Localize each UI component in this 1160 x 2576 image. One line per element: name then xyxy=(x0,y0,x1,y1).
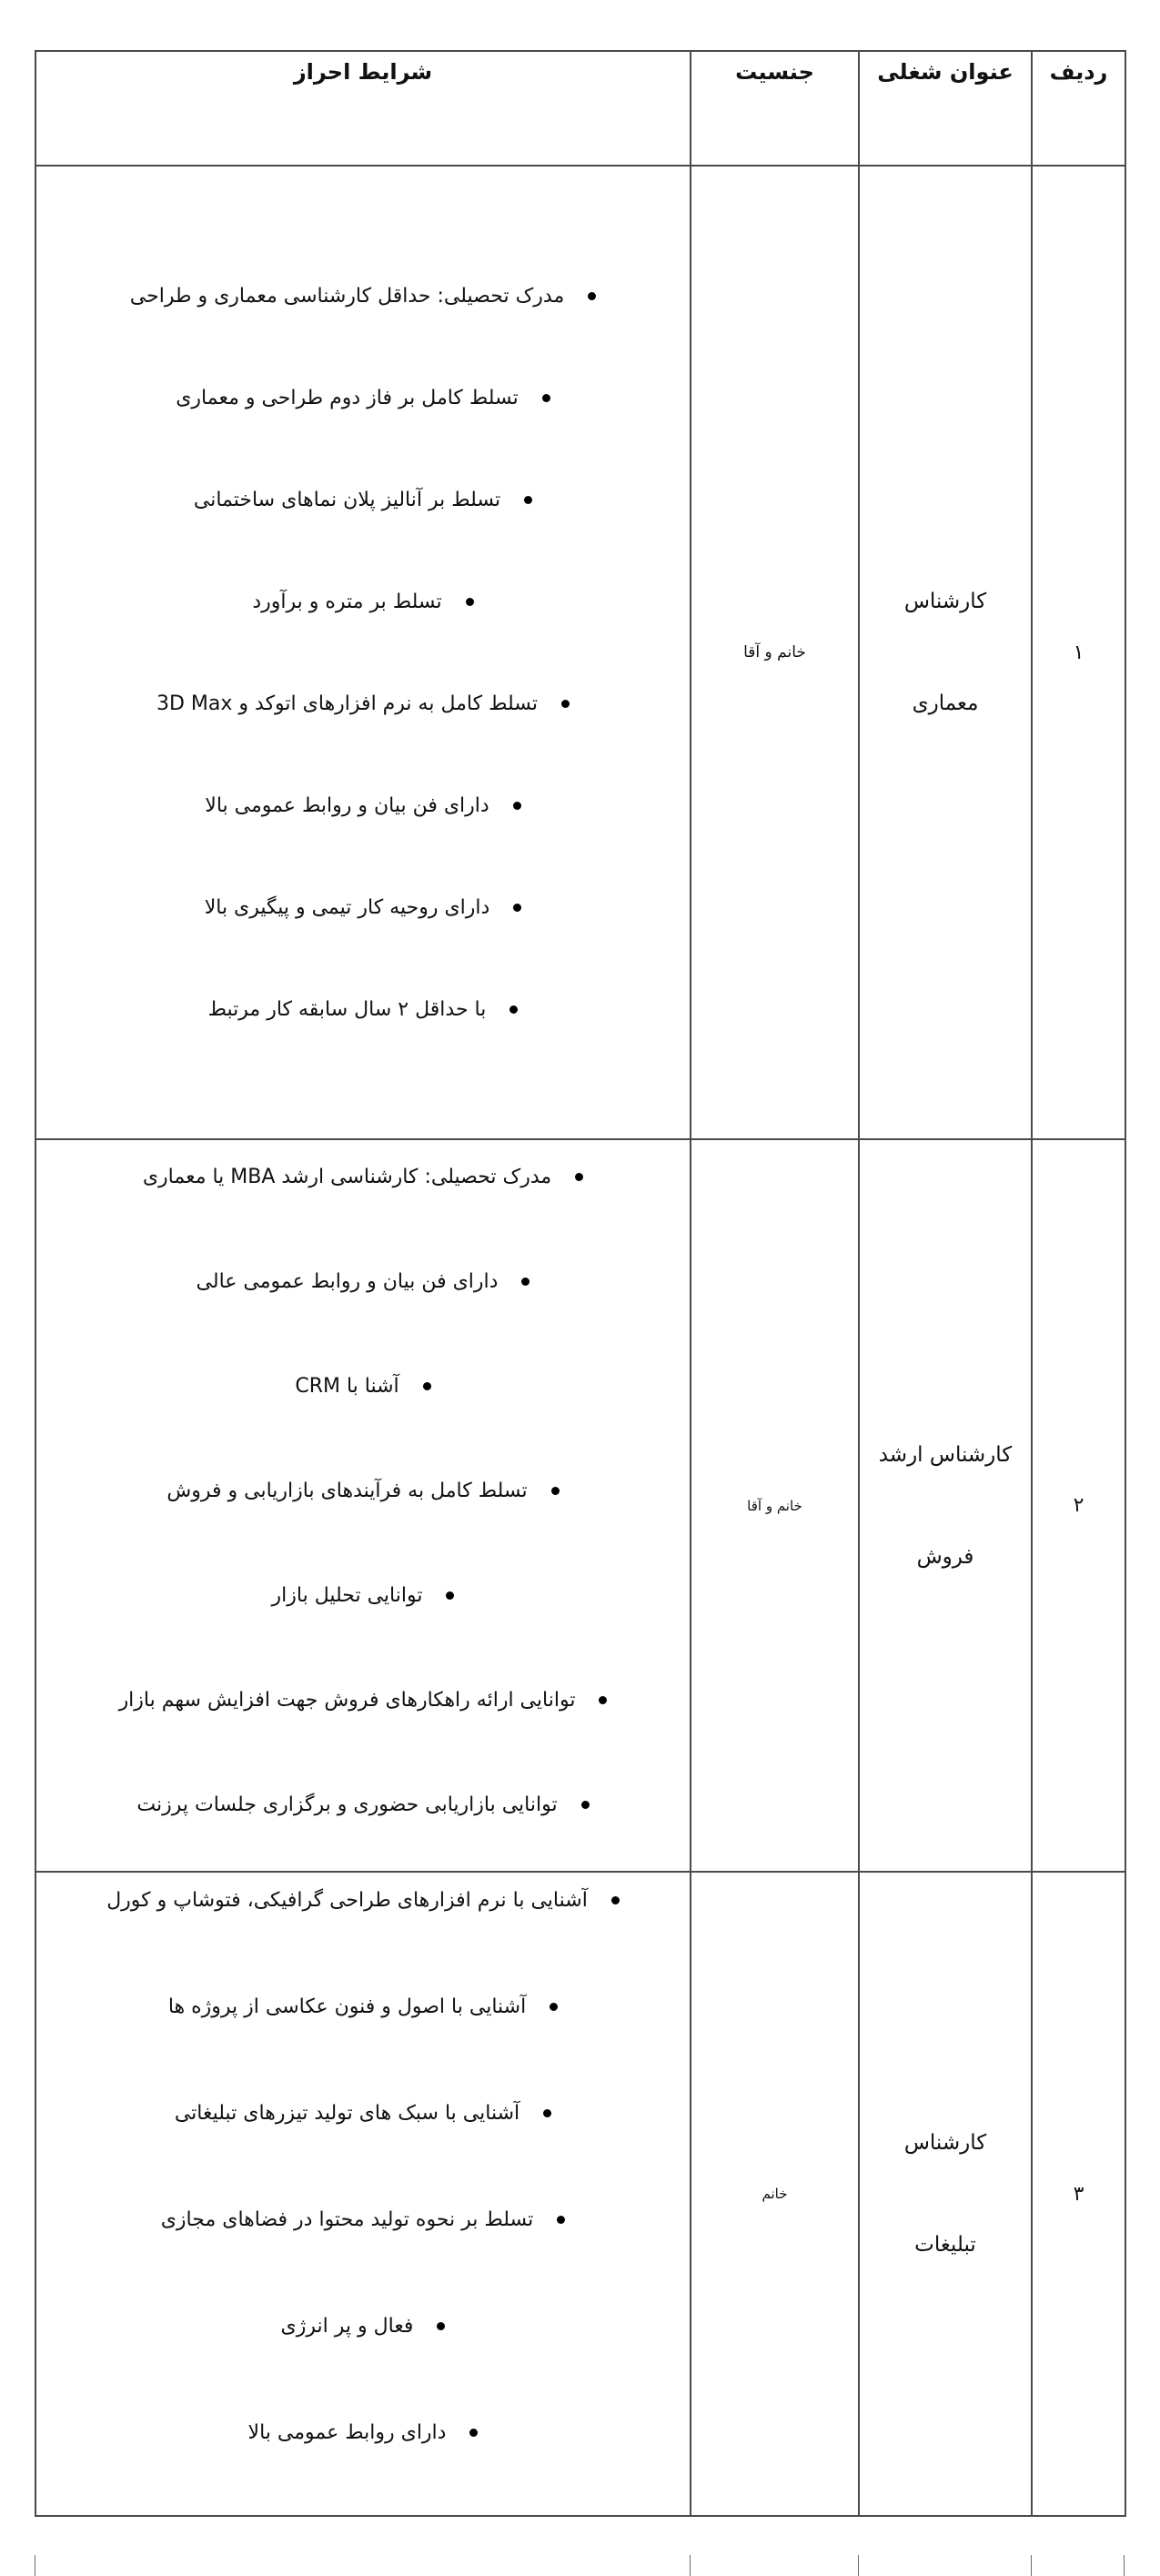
bullet-icon xyxy=(561,700,570,708)
border-tick xyxy=(1124,2555,1125,2576)
next-table-edge xyxy=(0,2555,1160,2576)
requirement-text: توانایی ارائه راهکارهای فروش جهت افزایش سهم بازار xyxy=(118,1689,576,1712)
bullet-icon xyxy=(599,1696,607,1704)
bullet-icon xyxy=(513,802,521,810)
requirement-text: آشنایی با اصول و فنون عکاسی از پروژه ها xyxy=(167,1995,527,2018)
list-item xyxy=(36,347,690,449)
bullet-icon xyxy=(557,2216,565,2224)
header-requirements: شرایط احراز xyxy=(35,51,691,166)
list-item xyxy=(36,2273,690,2379)
requirements-cell xyxy=(35,166,691,1139)
requirements-list xyxy=(36,1125,690,1857)
requirement-text: دارای روابط عمومی بالا xyxy=(247,2421,447,2444)
job-title-line: فروش xyxy=(916,1544,974,1569)
bullet-icon xyxy=(550,2003,558,2011)
header-gender: جنسیت xyxy=(691,51,859,166)
gender-value: خانم و آقا xyxy=(691,166,859,1139)
list-item xyxy=(36,245,690,347)
bullet-icon xyxy=(509,1005,518,1014)
table-row xyxy=(35,1139,1125,1872)
requirement-text: دارای روحیه کار تیمی و پیگیری بالا xyxy=(204,895,490,919)
border-tick xyxy=(690,2555,691,2576)
requirement-text: تسلط کامل به فرآیندهای بازاریابی و فروش xyxy=(166,1480,528,1502)
requirements-list xyxy=(36,245,690,1060)
job-requirements-table xyxy=(35,50,1126,2517)
job-title-line: معماری xyxy=(912,692,979,715)
bullet-icon xyxy=(469,2429,478,2437)
table-header-row xyxy=(35,51,1125,166)
requirement-text: آشنایی با سبک های تولید تیزرهای تبلیغاتی xyxy=(174,2102,520,2125)
list-item xyxy=(36,1954,690,2060)
job-title xyxy=(859,1139,1032,1872)
bullet-icon xyxy=(446,1591,454,1600)
job-title-line: کارشناس xyxy=(903,590,987,613)
bullet-icon xyxy=(611,1896,620,1904)
list-item xyxy=(36,958,690,1060)
job-title-line: کارشناس ارشد xyxy=(878,1442,1013,1467)
bullet-icon xyxy=(551,1487,560,1495)
requirement-text: دارای فن بیان و روابط عمومی بالا xyxy=(205,793,489,817)
list-item xyxy=(36,652,690,754)
requirement-text: تسلط بر متره و برآورد xyxy=(252,590,442,613)
job-title-line: تبلیغات xyxy=(914,2233,976,2257)
requirements-cell xyxy=(35,1872,691,2516)
list-item xyxy=(36,1753,690,1857)
requirement-text: تسلط بر نحوه تولید محتوا در فضاهای مجازی xyxy=(160,2208,534,2231)
table-row xyxy=(35,1872,1125,2516)
header-row-number: ردیف xyxy=(1032,51,1125,166)
requirement-text: تسلط بر آنالیز پلان نماهای ساختمانی xyxy=(193,488,501,511)
requirement-text: آشنا با CRM xyxy=(295,1375,399,1398)
requirements-cell xyxy=(35,1139,691,1872)
bullet-icon xyxy=(581,1801,590,1809)
requirement-text: فعال و پر انرژی xyxy=(280,2315,414,2338)
bullet-icon xyxy=(543,2109,551,2117)
requirement-text: با حداقل ۲ سال سابقه کار مرتبط xyxy=(207,997,487,1021)
list-item xyxy=(36,1439,690,1543)
list-item xyxy=(36,1648,690,1753)
requirement-text: توانایی تحلیل بازار xyxy=(271,1584,423,1607)
list-item xyxy=(36,754,690,856)
list-item xyxy=(36,856,690,958)
job-title-line: کارشناس xyxy=(903,2131,987,2155)
table-row xyxy=(35,166,1125,1139)
requirement-text: تسلط کامل بر فاز دوم طراحی و معماری xyxy=(176,386,519,409)
bullet-icon xyxy=(423,1382,431,1390)
requirement-text: توانایی بازاریابی حضوری و برگزاری جلسات پرزنت xyxy=(136,1793,558,1816)
list-item xyxy=(36,1229,690,1334)
row-number: ۳ xyxy=(1032,1872,1125,2516)
job-title xyxy=(859,1872,1032,2516)
job-title xyxy=(859,166,1032,1139)
list-item xyxy=(36,1125,690,1229)
requirement-text: دارای فن بیان و روابط عمومی عالی xyxy=(196,1270,499,1293)
bullet-icon xyxy=(466,598,474,606)
list-item xyxy=(36,449,690,551)
gender-value: خانم xyxy=(691,1872,859,2516)
gender-value: خانم و آقا xyxy=(691,1139,859,1872)
bullet-icon xyxy=(521,1278,530,1286)
list-item xyxy=(36,551,690,652)
requirement-text: مدرک تحصیلی: کارشناسی ارشد MBA یا معماری xyxy=(142,1166,552,1188)
list-item xyxy=(36,2167,690,2273)
requirement-text: مدرک تحصیلی: حداقل کارشناسی معماری و طراحی xyxy=(129,284,565,308)
bullet-icon xyxy=(524,496,532,504)
requirement-text: آشنایی با نرم افزارهای طراحی گرافیکی، فتوشاپ و کورل xyxy=(106,1889,588,1912)
requirement-text: تسلط کامل به نرم افزارهای اتوکد و 3D Max xyxy=(156,692,538,715)
bullet-icon xyxy=(513,904,521,912)
list-item xyxy=(36,1334,690,1439)
border-tick xyxy=(858,2555,859,2576)
row-number: ۱ xyxy=(1032,166,1125,1139)
bullet-icon xyxy=(542,394,550,402)
list-item xyxy=(36,1543,690,1648)
list-item xyxy=(36,2379,690,2486)
list-item xyxy=(36,2060,690,2167)
header-job-title: عنوان شغلی xyxy=(859,51,1032,166)
list-item xyxy=(36,1847,690,1954)
bullet-icon xyxy=(437,2322,445,2330)
border-tick xyxy=(1031,2555,1032,2576)
requirements-list xyxy=(36,1847,690,2486)
bullet-icon xyxy=(575,1173,583,1181)
row-number: ۲ xyxy=(1032,1139,1125,1872)
bullet-icon xyxy=(588,292,596,300)
